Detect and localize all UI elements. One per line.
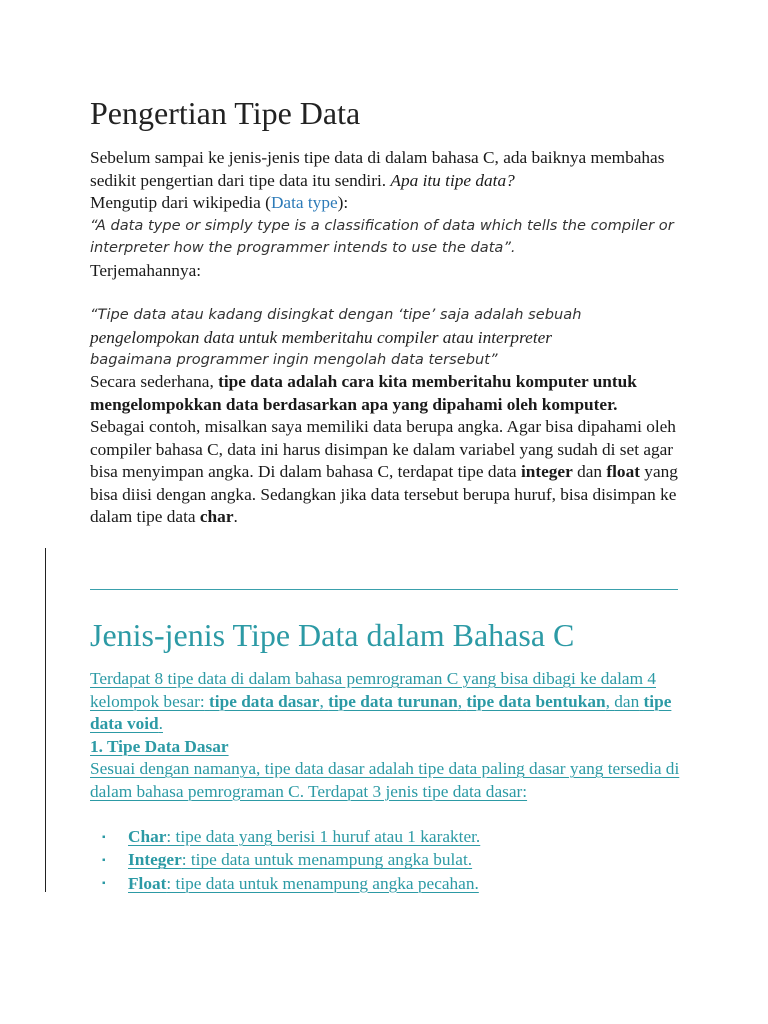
quote-line-1: “Tipe data atau kadang disingkat dengan ‘tipe’ saja adalah sebuah <box>90 306 582 323</box>
example-paragraph <box>90 416 690 529</box>
definition-paragraph <box>90 371 690 416</box>
translation-label: Terjemahannya: <box>90 260 202 280</box>
intro-section <box>90 147 690 282</box>
type-name: Float <box>128 873 167 893</box>
group-user-defined: tipe data bentukan <box>466 691 606 711</box>
citation-line <box>90 192 690 215</box>
intro-question: Apa itu tipe data? <box>390 170 515 190</box>
list-item[interactable] <box>102 826 480 849</box>
intro-text: Sebelum sampai ke jenis-jenis tipe data di dalam bahasa C, ada baiknya membahas sedikit pengertian dari tipe data itu sendiri. <box>90 148 665 190</box>
type-desc: : tipe data untuk menampung angka pecahan. <box>166 873 479 893</box>
definition-bold: tipe data adalah cara kita memberitahu komputer untuk mengelompokkan data berdasarkan apa yang dipahami oleh komputer. <box>90 372 637 414</box>
section-divider <box>90 589 678 590</box>
margin-line <box>45 548 46 892</box>
data-type-link[interactable]: Data type <box>270 193 338 212</box>
page-title: Pengertian Tipe Data <box>90 95 361 131</box>
period: . <box>233 507 238 526</box>
subheading-text: 1. Tipe Data Dasar <box>90 736 229 756</box>
indonesian-quote <box>90 304 690 372</box>
type-name: Integer <box>128 850 182 870</box>
definition-prefix: Secara sederhana, <box>90 372 214 391</box>
integer-term: integer <box>520 462 573 481</box>
bullet-icon: ▪ <box>102 855 106 867</box>
float-term: float <box>606 462 640 481</box>
group-derived: tipe data turunan <box>328 691 458 711</box>
subheading[interactable] <box>90 736 690 759</box>
example-text-b: yang bisa diisi dengan angka. Sedangkan jika data tersebut berupa huruf, bisa disimpan ke dalam tipe data <box>90 462 678 526</box>
types-intro-paragraph[interactable]: Terdapat 8 tipe data di dalam bahasa pemrograman C yang bisa dibagi ke dalam 4 kelompok besar: tipe data dasar, tipe data turunan, tipe data bentukan, dan tipe data void. <box>90 669 672 733</box>
quote-line-3: bagaimana programmer ingin mengolah data tersebut” <box>90 351 498 368</box>
section-body <box>90 668 690 803</box>
type-desc: : tipe data yang berisi 1 huruf atau 1 karakter. <box>166 827 481 846</box>
english-quote: “A data type or simply type is a classification of data which tells the compiler or interpreter how the programmer intends to use the data”. <box>90 216 674 256</box>
group-basic: tipe data dasar <box>209 691 320 711</box>
quote-line-2: pengelompokan data untuk memberitahu compiler atau interpreter <box>90 327 553 347</box>
list-item[interactable] <box>102 873 480 896</box>
cite-prefix: Mengutip dari wikipedia ( <box>90 193 271 212</box>
section-title: Jenis-jenis Tipe Data dalam Bahasa C <box>90 617 575 653</box>
and-word: dan <box>577 462 603 481</box>
group-void: tipe data void <box>90 691 672 733</box>
type-name: Char <box>128 827 167 846</box>
list-item[interactable] <box>102 849 480 872</box>
cite-suffix: ): <box>337 193 349 212</box>
char-term: char <box>199 507 234 526</box>
basic-types-list <box>102 826 480 896</box>
and-word-2: dan <box>614 691 640 711</box>
basic-types-paragraph[interactable]: Sesuai dengan namanya, tipe data dasar adalah tipe data paling dasar yang tersedia di dalam bahasa pemrograman C. Terdapat 3 jenis tipe data dasar: <box>90 759 680 801</box>
bullet-icon: ▪ <box>102 878 106 890</box>
explanation-section <box>90 371 690 529</box>
intro-paragraph <box>90 147 690 192</box>
bullet-icon: ▪ <box>102 831 106 843</box>
example-text-a: Sebagai contoh, misalkan saya memiliki data berupa angka. Agar bisa dipahami oleh compiler bahasa C, data ini harus disimpan ke dalam variabel yang sudah di set agar bisa menyimpan angka. Di dalam bahasa C, terdapat tipe data <box>90 417 676 481</box>
types-intro-text: Terdapat 8 tipe data di dalam bahasa pemrograman C yang bisa dibagi ke dalam 4 kelompok besar: <box>90 669 656 711</box>
type-desc: : tipe data untuk menampung angka bulat. <box>181 850 473 870</box>
